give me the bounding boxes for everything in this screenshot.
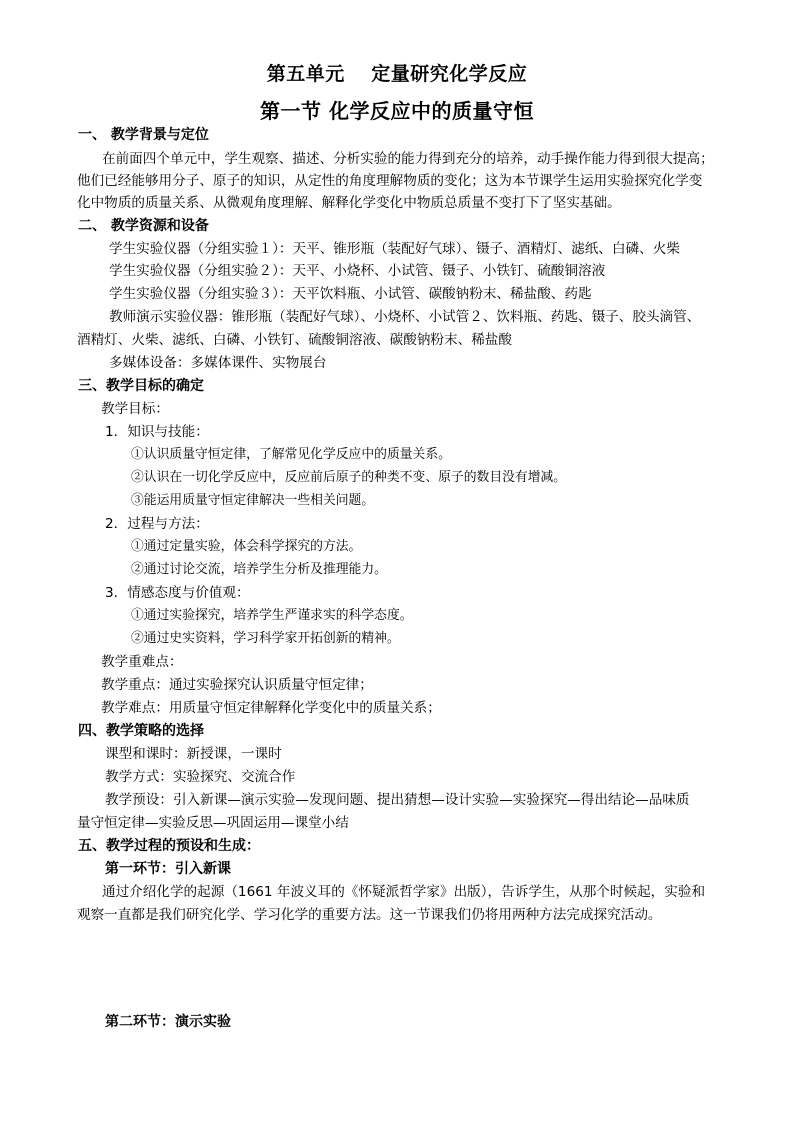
paragraph-line: 在前面四个单元中，学生观察、描述、分析实验的能力得到充分的培养，动手操作能力得到很大提高； <box>102 151 714 167</box>
step-2-heading: 第二环节：演示实验 <box>105 1014 231 1030</box>
paragraph-line: 通过介绍化学的起源（1661 年波义耳的《怀疑派哲学家》出版），告诉学生，从那个时候起，实验和 <box>102 884 706 900</box>
step-1-heading: 第一环节：引入新课 <box>105 861 231 877</box>
goal-knowledge: 1．知识与技能： <box>105 424 209 440</box>
strategy-line: 课型和课时：新授课，一课时 <box>105 746 282 762</box>
goal-item: ②认识在一切化学反应中，反应前后原子的种类不变、原子的数目没有增减。 <box>131 470 567 485</box>
heading-background: 一、 教学背景与定位 <box>78 127 209 143</box>
heading-process: 五、教学过程的预设和生成： <box>78 838 260 854</box>
goal-item: ①认识质量守恒定律，了解常见化学反应中的质量关系。 <box>131 447 451 462</box>
strategy-line: 量守恒定律—实验反思—巩固运用—课堂小结 <box>77 815 349 831</box>
goal-item: ③能运用质量守恒定律解决一些相关问题。 <box>131 493 375 508</box>
goal-item: ②通过史实资料，学习科学家开拓创新的精神。 <box>131 631 400 646</box>
goal-label: 教学目标： <box>101 401 169 417</box>
heading-resources: 二、 教学资源和设备 <box>78 218 209 234</box>
equipment-line: 教师演示实验仪器：锥形瓶（装配好气球）、小烧杯、小试管２、饮料瓶、药匙、镊子、胶头滴管、 <box>109 309 701 325</box>
goal-item: ②通过讨论交流，培养学生分析及推理能力。 <box>131 562 387 577</box>
equipment-line: 酒精灯、火柴、滤纸、白磷、小铁钉、硫酸铜溶液、碳酸钠粉末、稀盐酸 <box>77 332 512 348</box>
goal-emotion: 3．情感态度与价值观： <box>105 585 250 601</box>
unit-title: 第五单元 定量研究化学反应 <box>266 63 528 85</box>
strategy-line: 教学方式：实验探究、交流合作 <box>105 769 296 785</box>
section-title: 第一节 化学反应中的质量守恒 <box>260 99 534 123</box>
goal-item: ①通过定量实验，体会科学探究的方法。 <box>131 539 362 554</box>
equipment-line: 学生实验仪器（分组实验１）：天平、锥形瓶（装配好气球）、镊子、酒精灯、滤纸、白磷、火柴 <box>109 241 680 257</box>
goal-process: 2．过程与方法： <box>105 516 209 532</box>
heading-strategy: 四、教学策略的选择 <box>78 723 204 739</box>
teaching-difficulty: 教学难点：用质量守恒定律解释化学变化中的质量关系； <box>101 700 441 716</box>
strategy-line: 教学预设：引入新课—演示实验—发现问题、提出猜想—设计实验—实验探究—得出结论—品味质 <box>105 792 690 808</box>
key-difficulty-label: 教学重难点： <box>101 654 183 670</box>
goal-item: ①通过实验探究，培养学生严谨求实的科学态度。 <box>131 608 413 623</box>
heading-objectives: 三、教学目标的确定 <box>78 378 204 394</box>
equipment-line: 学生实验仪器（分组实验３）：天平饮料瓶、小试管、碳酸钠粉末、稀盐酸、药匙 <box>109 286 592 302</box>
paragraph-line: 观察一直都是我们研究化学、学习化学的重要方法。这一节课我们仍将用两种方法完成探究活动。 <box>77 907 662 923</box>
equipment-line: 多媒体设备：多媒体课件、实物展台 <box>109 355 327 371</box>
paragraph-line: 他们已经能够用分子、原子的知识，从定性的角度理解物质的变化；这为本节课学生运用实验探究化学变 <box>77 173 703 189</box>
teaching-key-point: 教学重点：通过实验探究认识质量守恒定律； <box>101 677 373 693</box>
paragraph-line: 化中物质的质量关系、从微观角度理解、解释化学变化中物质总质量不变打下了坚实基础。 <box>77 195 621 211</box>
equipment-line: 学生实验仪器（分组实验２）：天平、小烧杯、小试管、镊子、小铁钉、硫酸铜溶液 <box>109 263 606 279</box>
